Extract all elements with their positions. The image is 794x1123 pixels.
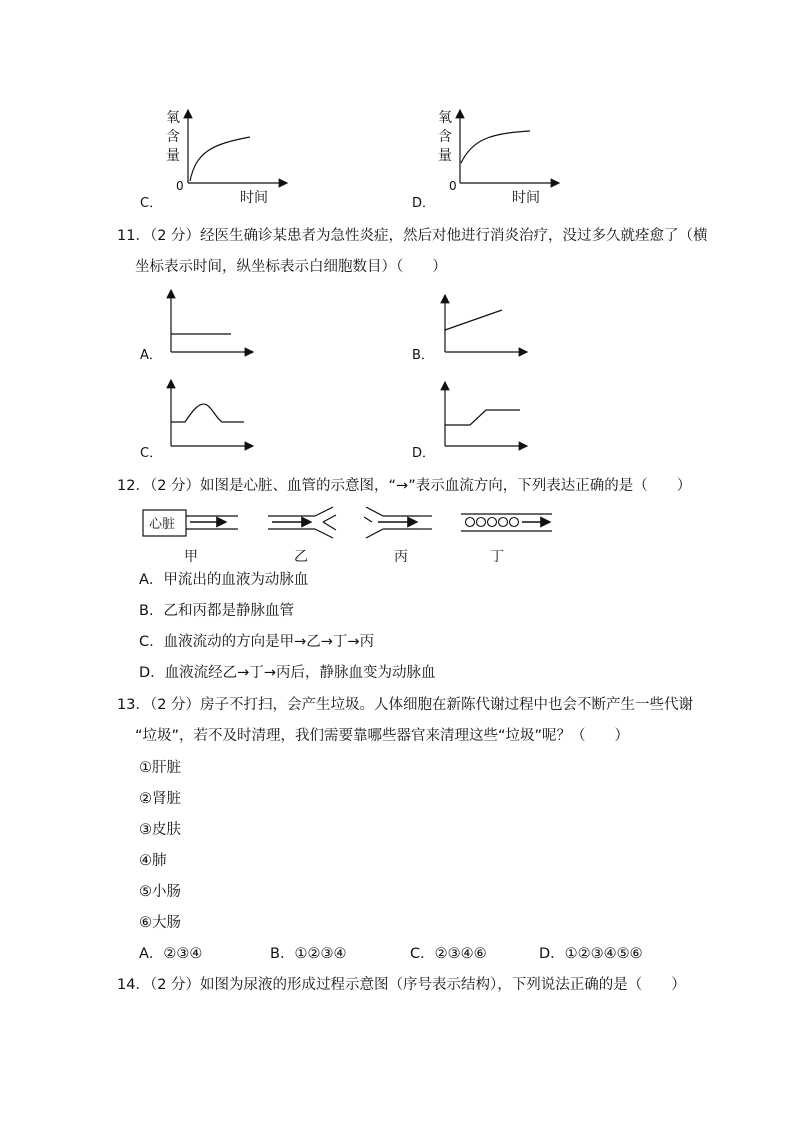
q12-option-b: B．乙和丙都是静脉血管 — [139, 603, 294, 619]
graph-c-option-label: C． — [140, 196, 163, 211]
q11-stem-line1: 11．（2 分）经医生确诊某患者为急性炎症，然后对他进行消炎治疗，没过多久就痊愈了（横 — [117, 228, 708, 244]
q13-item-2: ②肾脏 — [139, 791, 181, 807]
label-yi: 乙 — [294, 549, 308, 565]
q13-item-4: ④肺 — [139, 853, 167, 869]
graph-c-origin: 0 — [176, 179, 184, 193]
q13-choice-d: D．①②③④⑤⑥ — [539, 946, 643, 962]
graph-c-ylabel-1: 氧 — [166, 110, 180, 126]
q13-choice-a: A．②③④ — [139, 946, 203, 962]
graph-d-origin: 0 — [449, 179, 457, 193]
q11-stem-line2: 坐标表示时间，纵坐标表示白细胞数目）（ ） — [135, 259, 447, 275]
q13-stem-line1: 13．（2 分）房子不打扫，会产生垃圾。人体细胞在新陈代谢过程中也会不断产生一些代谢 — [117, 697, 694, 713]
q13-item-1: ①肝脏 — [139, 760, 181, 776]
graph-d-ylabel-1: 氧 — [438, 110, 452, 126]
graph-a-option-label: A． — [140, 348, 162, 363]
graph-d-option-label: D． — [412, 196, 436, 211]
graph-d-ylabel-3: 量 — [438, 148, 452, 164]
heart-label: 心脏 — [149, 517, 176, 532]
q13-choice-c: C．②③④⑥ — [410, 946, 487, 962]
graph-c2-option-label: C． — [140, 446, 163, 461]
graph-c-ylabel-3: 量 — [166, 148, 180, 164]
label-ding: 丁 — [490, 549, 504, 565]
graph-c-xlabel: 时间 — [240, 190, 268, 206]
q12-option-a: A．甲流出的血液为动脉血 — [139, 572, 309, 588]
graph-b-option-label: B． — [412, 348, 434, 363]
q12-option-d: D．血液流经乙→丁→丙后，静脉血变为动脉血 — [139, 665, 436, 681]
q13-item-6: ⑥大肠 — [139, 915, 181, 931]
q13-item-3: ③皮肤 — [139, 822, 181, 838]
label-jia: 甲 — [184, 549, 198, 565]
graph-d2-option-label: D． — [412, 446, 436, 461]
q12-option-c: C．血液流动的方向是甲→乙→丁→丙 — [139, 634, 375, 650]
q14-stem: 14．（2 分）如图为尿液的形成过程示意图（序号表示结构），下列说法正确的是（ ） — [117, 977, 686, 993]
q12-stem: 12．（2 分）如图是心脏、血管的示意图，“→”表示血流方向，下列表达正确的是（ ） — [117, 478, 692, 494]
q13-stem-line2: “垃圾”，若不及时清理，我们需要靠哪些器官来清理这些“垃圾”呢？（ ） — [135, 728, 630, 744]
q13-item-5: ⑤小肠 — [139, 884, 181, 900]
q13-choice-b: B．①②③④ — [270, 946, 347, 962]
graph-d-xlabel: 时间 — [512, 190, 540, 206]
graph-d-ylabel-2: 含 — [438, 129, 452, 145]
label-bing: 丙 — [394, 549, 408, 565]
graph-c-ylabel-2: 含 — [166, 129, 180, 145]
